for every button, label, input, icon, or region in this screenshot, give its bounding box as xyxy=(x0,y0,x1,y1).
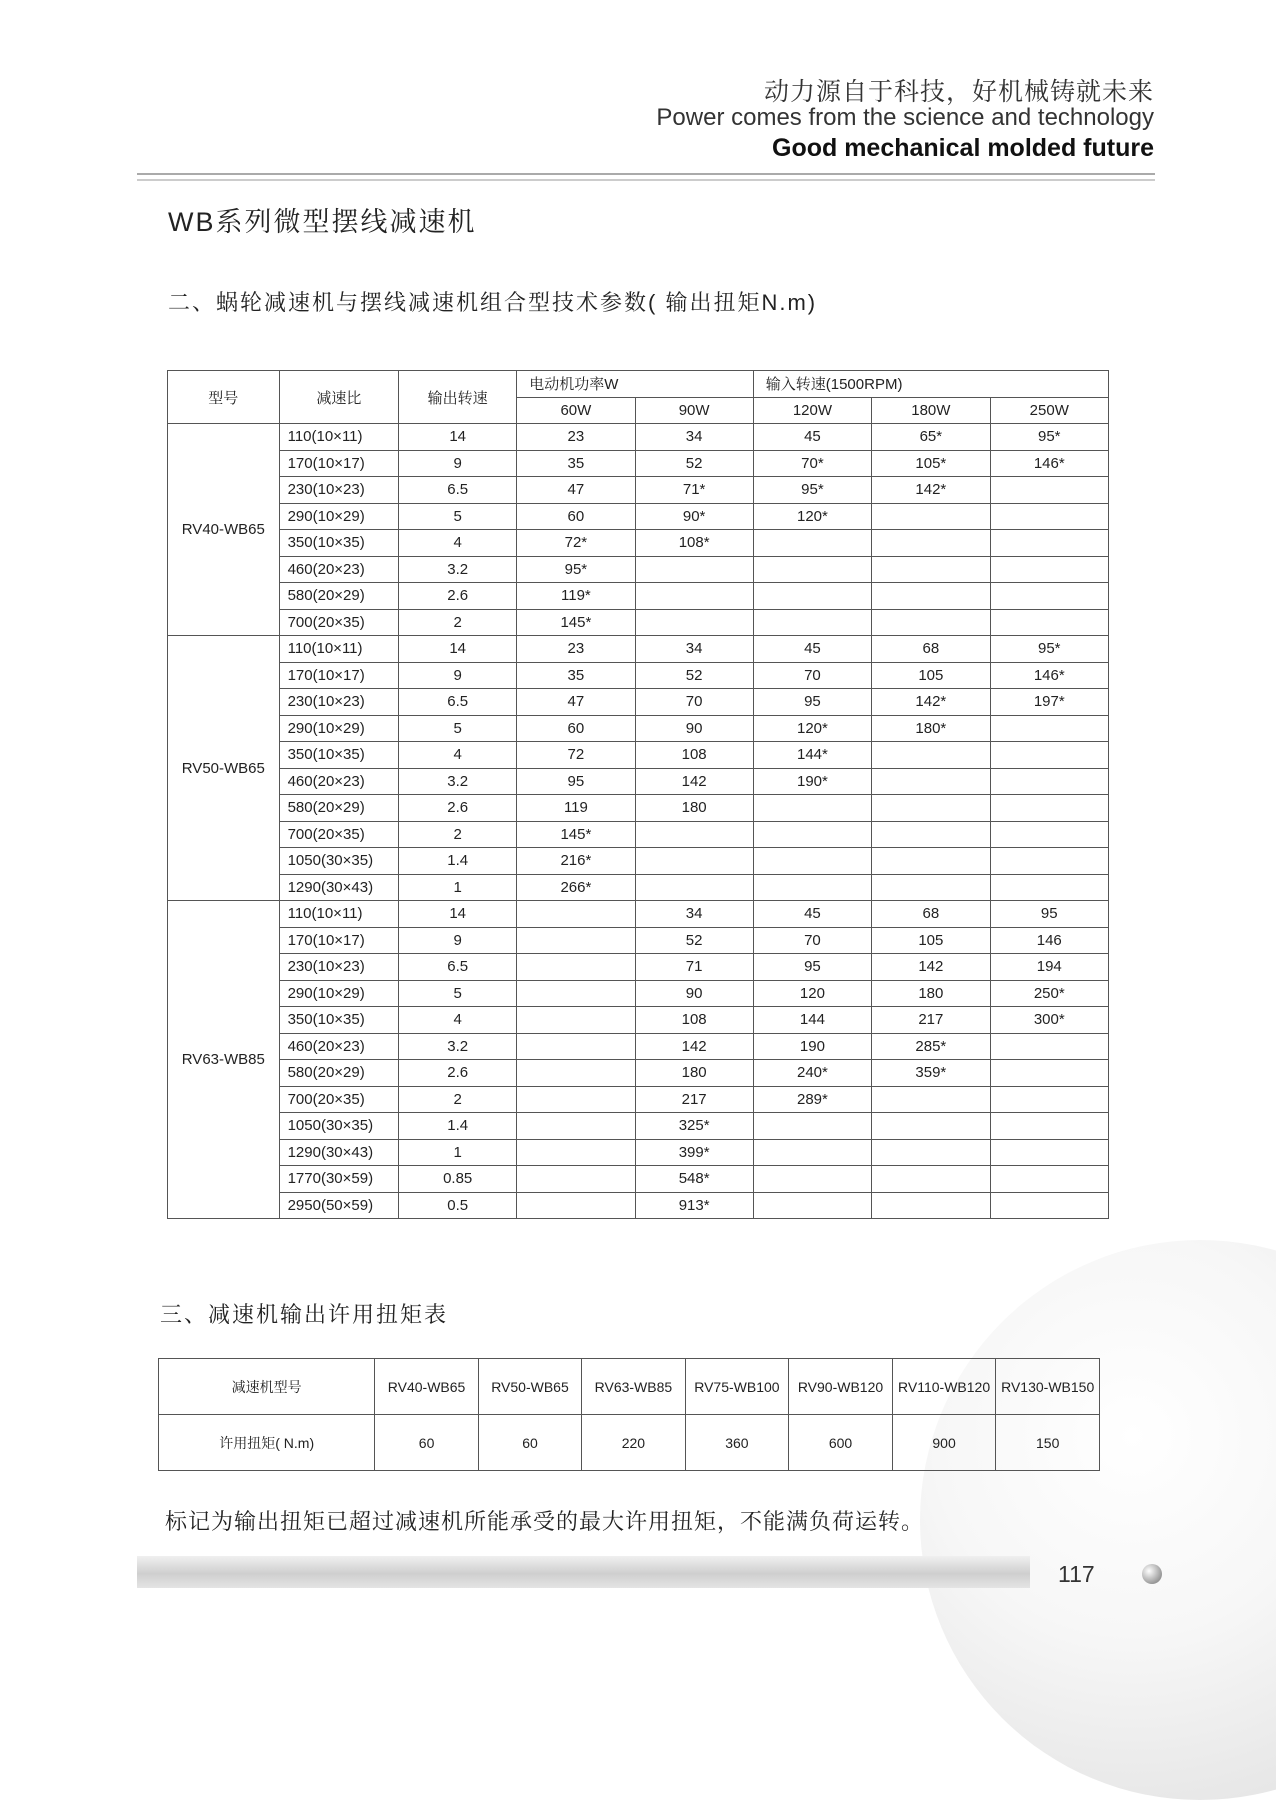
table-row xyxy=(168,689,1109,716)
ratio-cell: 460(20×23) xyxy=(279,1033,398,1060)
ratio-cell: 350(10×35) xyxy=(279,530,398,557)
torque-cell: 71* xyxy=(635,477,753,504)
table-row xyxy=(168,1007,1109,1034)
table-row xyxy=(168,980,1109,1007)
torque-cell: 144 xyxy=(753,1007,871,1034)
torque-cell xyxy=(872,1139,990,1166)
torque-cell: 194 xyxy=(990,954,1108,981)
speed-cell: 9 xyxy=(399,927,517,954)
ratio-cell: 350(10×35) xyxy=(279,1007,398,1034)
ratio-cell: 170(10×17) xyxy=(279,450,398,477)
torque-cell: 145* xyxy=(517,821,635,848)
torque-cell xyxy=(872,795,990,822)
torque-cell: 190* xyxy=(753,768,871,795)
torque-cell xyxy=(872,530,990,557)
torque-cell: 23 xyxy=(517,424,635,451)
torque-values-row xyxy=(159,1415,1100,1471)
torque-cell xyxy=(753,583,871,610)
table-row xyxy=(168,795,1109,822)
torque-cell xyxy=(872,609,990,636)
torque-cell: 142 xyxy=(872,954,990,981)
torque-cell xyxy=(990,1192,1108,1219)
torque-cell: 216* xyxy=(517,848,635,875)
torque-cell: 47 xyxy=(517,477,635,504)
table-row xyxy=(168,1166,1109,1193)
torque-cell: 95 xyxy=(753,689,871,716)
ratio-cell: 230(10×23) xyxy=(279,689,398,716)
torque-cell xyxy=(990,848,1108,875)
model-cell: RV63-WB85 xyxy=(168,901,280,1219)
torque-model-cell: RV63-WB85 xyxy=(582,1359,685,1415)
torque-cell: 60 xyxy=(517,715,635,742)
torque-cell: 300* xyxy=(990,1007,1108,1034)
torque-cell xyxy=(517,954,635,981)
torque-cell: 119* xyxy=(517,583,635,610)
speed-cell: 1.4 xyxy=(399,1113,517,1140)
speed-cell: 9 xyxy=(399,450,517,477)
torque-cell xyxy=(753,821,871,848)
torque-cell xyxy=(990,609,1108,636)
torque-cell: 285* xyxy=(872,1033,990,1060)
ratio-cell: 290(10×29) xyxy=(279,980,398,1007)
speed-cell: 14 xyxy=(399,636,517,663)
torque-cell xyxy=(990,874,1108,901)
torque-cell xyxy=(990,742,1108,769)
torque-cell: 70 xyxy=(753,927,871,954)
col-ratio-header: 减速比 xyxy=(279,371,398,424)
table-row xyxy=(168,901,1109,928)
torque-cell xyxy=(990,1166,1108,1193)
torque-cell: 72 xyxy=(517,742,635,769)
speed-cell: 2.6 xyxy=(399,1060,517,1087)
ratio-cell: 580(20×29) xyxy=(279,583,398,610)
power-header-120w: 120W xyxy=(753,397,871,424)
speed-cell: 5 xyxy=(399,503,517,530)
torque-cell xyxy=(872,1166,990,1193)
ratio-cell: 350(10×35) xyxy=(279,742,398,769)
table-row xyxy=(168,1086,1109,1113)
torque-model-cell: RV50-WB65 xyxy=(478,1359,581,1415)
header-slogan-cn: 动力源自于科技，好机械铸就未来 xyxy=(763,77,1154,106)
torque-cell: 65* xyxy=(872,424,990,451)
torque-cell: 52 xyxy=(635,927,753,954)
torque-cell: 45 xyxy=(753,636,871,663)
section2-title: 二、蜗轮减速机与摆线减速机组合型技术参数( 输出扭矩N.m) xyxy=(168,290,818,315)
torque-cell: 359* xyxy=(872,1060,990,1087)
speed-cell: 4 xyxy=(399,530,517,557)
table-row xyxy=(168,954,1109,981)
torque-cell: 217 xyxy=(872,1007,990,1034)
torque-cell: 95* xyxy=(753,477,871,504)
speed-cell: 0.85 xyxy=(399,1166,517,1193)
ratio-cell: 1050(30×35) xyxy=(279,848,398,875)
torque-cell xyxy=(990,1113,1108,1140)
torque-cell: 90* xyxy=(635,503,753,530)
speed-cell: 5 xyxy=(399,715,517,742)
table-row xyxy=(168,742,1109,769)
table-row xyxy=(168,1033,1109,1060)
torque-cell xyxy=(990,583,1108,610)
speed-cell: 0.5 xyxy=(399,1192,517,1219)
torque-cell: 266* xyxy=(517,874,635,901)
torque-cell xyxy=(872,556,990,583)
torque-cell xyxy=(517,927,635,954)
torque-cell: 180* xyxy=(872,715,990,742)
ratio-cell: 1290(30×43) xyxy=(279,874,398,901)
table-row xyxy=(168,821,1109,848)
torque-cell: 52 xyxy=(635,662,753,689)
torque-cell: 71 xyxy=(635,954,753,981)
table-row xyxy=(168,530,1109,557)
header-slogan-en-line2: Good mechanical molded future xyxy=(772,134,1154,162)
torque-cell: 548* xyxy=(635,1166,753,1193)
torque-cell xyxy=(753,1113,871,1140)
ratio-cell: 700(20×35) xyxy=(279,821,398,848)
speed-cell: 4 xyxy=(399,742,517,769)
torque-cell xyxy=(753,1139,871,1166)
torque-cell: 399* xyxy=(635,1139,753,1166)
torque-cell xyxy=(753,848,871,875)
torque-cell xyxy=(753,1192,871,1219)
table-row xyxy=(168,636,1109,663)
torque-cell: 180 xyxy=(635,795,753,822)
table-row xyxy=(168,874,1109,901)
torque-cell: 145* xyxy=(517,609,635,636)
torque-cell xyxy=(635,609,753,636)
torque-cell xyxy=(990,795,1108,822)
torque-cell: 95* xyxy=(990,424,1108,451)
torque-cell xyxy=(990,503,1108,530)
torque-cell xyxy=(872,1086,990,1113)
torque-cell: 90 xyxy=(635,980,753,1007)
torque-cell: 180 xyxy=(635,1060,753,1087)
torque-cell: 68 xyxy=(872,636,990,663)
ratio-cell: 230(10×23) xyxy=(279,477,398,504)
table-row xyxy=(168,1060,1109,1087)
torque-cell xyxy=(517,901,635,928)
torque-cell xyxy=(517,1086,635,1113)
speed-cell: 5 xyxy=(399,980,517,1007)
torque-cell: 142 xyxy=(635,768,753,795)
torque-cell: 146* xyxy=(990,450,1108,477)
ratio-cell: 460(20×23) xyxy=(279,768,398,795)
series-title: WB系列微型摆线减速机 xyxy=(168,207,477,237)
ratio-cell: 580(20×29) xyxy=(279,1060,398,1087)
torque-cell xyxy=(990,1086,1108,1113)
speed-cell: 2.6 xyxy=(399,583,517,610)
ratio-cell: 700(20×35) xyxy=(279,1086,398,1113)
table-row xyxy=(168,1192,1109,1219)
speed-cell: 6.5 xyxy=(399,954,517,981)
page-dot-icon xyxy=(1142,1564,1162,1584)
torque-cell: 95 xyxy=(517,768,635,795)
torque-cell: 325* xyxy=(635,1113,753,1140)
torque-cell: 142* xyxy=(872,689,990,716)
torque-value-cell: 150 xyxy=(996,1415,1100,1471)
torque-cell xyxy=(872,742,990,769)
col-speed-header: 输出转速 xyxy=(399,371,517,424)
torque-cell: 68 xyxy=(872,901,990,928)
power-header-60w: 60W xyxy=(517,397,635,424)
torque-cell: 35 xyxy=(517,450,635,477)
torque-cell xyxy=(635,583,753,610)
model-cell: RV40-WB65 xyxy=(168,424,280,636)
torque-cell xyxy=(753,874,871,901)
torque-table xyxy=(158,1358,1100,1471)
table-row xyxy=(168,715,1109,742)
torque-cell: 95 xyxy=(990,901,1108,928)
torque-cell: 105 xyxy=(872,662,990,689)
torque-cell: 70 xyxy=(753,662,871,689)
torque-cell xyxy=(517,1139,635,1166)
ratio-cell: 1050(30×35) xyxy=(279,1113,398,1140)
table-row xyxy=(168,503,1109,530)
torque-cell: 197* xyxy=(990,689,1108,716)
torque-cell xyxy=(635,556,753,583)
torque-value-cell: 60 xyxy=(478,1415,581,1471)
torque-cell xyxy=(990,768,1108,795)
torque-cell xyxy=(872,821,990,848)
torque-cell: 108* xyxy=(635,530,753,557)
torque-cell xyxy=(872,583,990,610)
page-number: 117 xyxy=(1058,1561,1095,1587)
torque-cell: 142 xyxy=(635,1033,753,1060)
torque-cell xyxy=(635,874,753,901)
torque-cell: 95 xyxy=(753,954,871,981)
torque-cell xyxy=(753,609,871,636)
torque-cell: 60 xyxy=(517,503,635,530)
torque-cell xyxy=(990,556,1108,583)
ratio-cell: 110(10×11) xyxy=(279,901,398,928)
torque-cell xyxy=(753,556,871,583)
torque-cell xyxy=(517,1192,635,1219)
speed-cell: 9 xyxy=(399,662,517,689)
torque-cell: 105* xyxy=(872,450,990,477)
torque-cell: 146* xyxy=(990,662,1108,689)
torque-cell xyxy=(517,1007,635,1034)
torque-cell xyxy=(990,1033,1108,1060)
torque-cell: 34 xyxy=(635,636,753,663)
torque-model-cell: RV40-WB65 xyxy=(375,1359,478,1415)
torque-cell: 250* xyxy=(990,980,1108,1007)
torque-model-cell: RV90-WB120 xyxy=(789,1359,893,1415)
speed-cell: 3.2 xyxy=(399,1033,517,1060)
torque-models-row xyxy=(159,1359,1100,1415)
power-header-180w: 180W xyxy=(872,397,990,424)
torque-cell: 180 xyxy=(872,980,990,1007)
speed-cell: 2 xyxy=(399,821,517,848)
group-input-speed-header: 输入转速(1500RPM) xyxy=(753,371,1108,398)
torque-cell: 120* xyxy=(753,503,871,530)
torque-cell: 108 xyxy=(635,1007,753,1034)
speed-cell: 1 xyxy=(399,874,517,901)
torque-cell: 217 xyxy=(635,1086,753,1113)
background-globe-graphic xyxy=(920,1240,1276,1800)
torque-model-cell: RV130-WB150 xyxy=(996,1359,1100,1415)
torque-row1-label: 减速机型号 xyxy=(159,1359,375,1415)
torque-cell xyxy=(872,1113,990,1140)
power-header-90w: 90W xyxy=(635,397,753,424)
torque-model-cell: RV75-WB100 xyxy=(685,1359,789,1415)
torque-value-cell: 220 xyxy=(582,1415,685,1471)
torque-cell: 142* xyxy=(872,477,990,504)
ratio-cell: 1770(30×59) xyxy=(279,1166,398,1193)
torque-cell: 190 xyxy=(753,1033,871,1060)
header-slogan-en-line1: Power comes from the science and technology xyxy=(656,104,1154,131)
torque-cell xyxy=(753,795,871,822)
torque-cell: 34 xyxy=(635,901,753,928)
ratio-cell: 2950(50×59) xyxy=(279,1192,398,1219)
torque-cell: 70* xyxy=(753,450,871,477)
col-model-header: 型号 xyxy=(168,371,280,424)
table-row xyxy=(168,477,1109,504)
footer-bar xyxy=(137,1556,1030,1588)
torque-row2-label: 许用扭矩( N.m) xyxy=(159,1415,375,1471)
ratio-cell: 290(10×29) xyxy=(279,503,398,530)
ratio-cell: 170(10×17) xyxy=(279,927,398,954)
ratio-cell: 230(10×23) xyxy=(279,954,398,981)
ratio-cell: 1290(30×43) xyxy=(279,1139,398,1166)
power-header-250w: 250W xyxy=(990,397,1108,424)
speed-cell: 2 xyxy=(399,1086,517,1113)
torque-cell xyxy=(990,1139,1108,1166)
table-row xyxy=(168,556,1109,583)
speed-cell: 2 xyxy=(399,609,517,636)
speed-cell: 2.6 xyxy=(399,795,517,822)
speed-cell: 6.5 xyxy=(399,689,517,716)
ratio-cell: 700(20×35) xyxy=(279,609,398,636)
table-row xyxy=(168,424,1109,451)
model-cell: RV50-WB65 xyxy=(168,636,280,901)
torque-value-cell: 360 xyxy=(685,1415,789,1471)
torque-model-cell: RV110-WB120 xyxy=(892,1359,996,1415)
torque-cell xyxy=(517,1033,635,1060)
torque-cell xyxy=(872,848,990,875)
speed-cell: 14 xyxy=(399,901,517,928)
section3-title: 三、减速机输出许用扭矩表 xyxy=(160,1302,449,1327)
table-row xyxy=(168,1139,1109,1166)
torque-cell: 120 xyxy=(753,980,871,1007)
torque-cell xyxy=(753,530,871,557)
torque-cell xyxy=(990,821,1108,848)
speed-cell: 1 xyxy=(399,1139,517,1166)
spec-table xyxy=(167,370,1109,1219)
speed-cell: 3.2 xyxy=(399,768,517,795)
table-row xyxy=(168,450,1109,477)
ratio-cell: 170(10×17) xyxy=(279,662,398,689)
torque-value-cell: 60 xyxy=(375,1415,478,1471)
torque-cell xyxy=(872,768,990,795)
header-divider xyxy=(137,173,1155,181)
torque-cell xyxy=(517,1060,635,1087)
torque-cell: 95* xyxy=(517,556,635,583)
table-row xyxy=(168,848,1109,875)
spec-header-row-1 xyxy=(168,371,1109,398)
torque-cell: 240* xyxy=(753,1060,871,1087)
torque-cell xyxy=(517,980,635,1007)
torque-cell: 289* xyxy=(753,1086,871,1113)
torque-cell: 70 xyxy=(635,689,753,716)
torque-cell: 913* xyxy=(635,1192,753,1219)
torque-cell: 120* xyxy=(753,715,871,742)
torque-cell xyxy=(872,874,990,901)
torque-cell xyxy=(872,1192,990,1219)
torque-cell: 90 xyxy=(635,715,753,742)
ratio-cell: 460(20×23) xyxy=(279,556,398,583)
torque-cell: 45 xyxy=(753,424,871,451)
speed-cell: 1.4 xyxy=(399,848,517,875)
ratio-cell: 110(10×11) xyxy=(279,424,398,451)
torque-cell xyxy=(517,1166,635,1193)
table-row xyxy=(168,583,1109,610)
torque-cell xyxy=(990,477,1108,504)
torque-cell: 146 xyxy=(990,927,1108,954)
torque-cell: 108 xyxy=(635,742,753,769)
torque-value-cell: 900 xyxy=(892,1415,996,1471)
table-row xyxy=(168,927,1109,954)
torque-cell xyxy=(990,715,1108,742)
torque-cell xyxy=(990,1060,1108,1087)
table-row xyxy=(168,768,1109,795)
torque-cell: 105 xyxy=(872,927,990,954)
torque-cell: 72* xyxy=(517,530,635,557)
torque-cell: 52 xyxy=(635,450,753,477)
torque-cell: 95* xyxy=(990,636,1108,663)
ratio-cell: 290(10×29) xyxy=(279,715,398,742)
speed-cell: 4 xyxy=(399,1007,517,1034)
torque-cell xyxy=(872,503,990,530)
torque-value-cell: 600 xyxy=(789,1415,893,1471)
speed-cell: 3.2 xyxy=(399,556,517,583)
torque-cell xyxy=(517,1113,635,1140)
torque-cell xyxy=(635,821,753,848)
torque-cell xyxy=(753,1166,871,1193)
speed-cell: 14 xyxy=(399,424,517,451)
torque-cell xyxy=(990,530,1108,557)
torque-cell: 34 xyxy=(635,424,753,451)
table-row xyxy=(168,662,1109,689)
ratio-cell: 580(20×29) xyxy=(279,795,398,822)
torque-cell xyxy=(635,848,753,875)
footnote: 标记为输出扭矩已超过减速机所能承受的最大许用扭矩，不能满负荷运转。 xyxy=(165,1509,925,1534)
torque-cell: 35 xyxy=(517,662,635,689)
torque-cell: 47 xyxy=(517,689,635,716)
torque-cell: 144* xyxy=(753,742,871,769)
speed-cell: 6.5 xyxy=(399,477,517,504)
ratio-cell: 110(10×11) xyxy=(279,636,398,663)
torque-cell: 23 xyxy=(517,636,635,663)
table-row xyxy=(168,1113,1109,1140)
group-power-header: 电动机功率W xyxy=(517,371,753,398)
torque-cell: 119 xyxy=(517,795,635,822)
torque-cell: 45 xyxy=(753,901,871,928)
table-row xyxy=(168,609,1109,636)
